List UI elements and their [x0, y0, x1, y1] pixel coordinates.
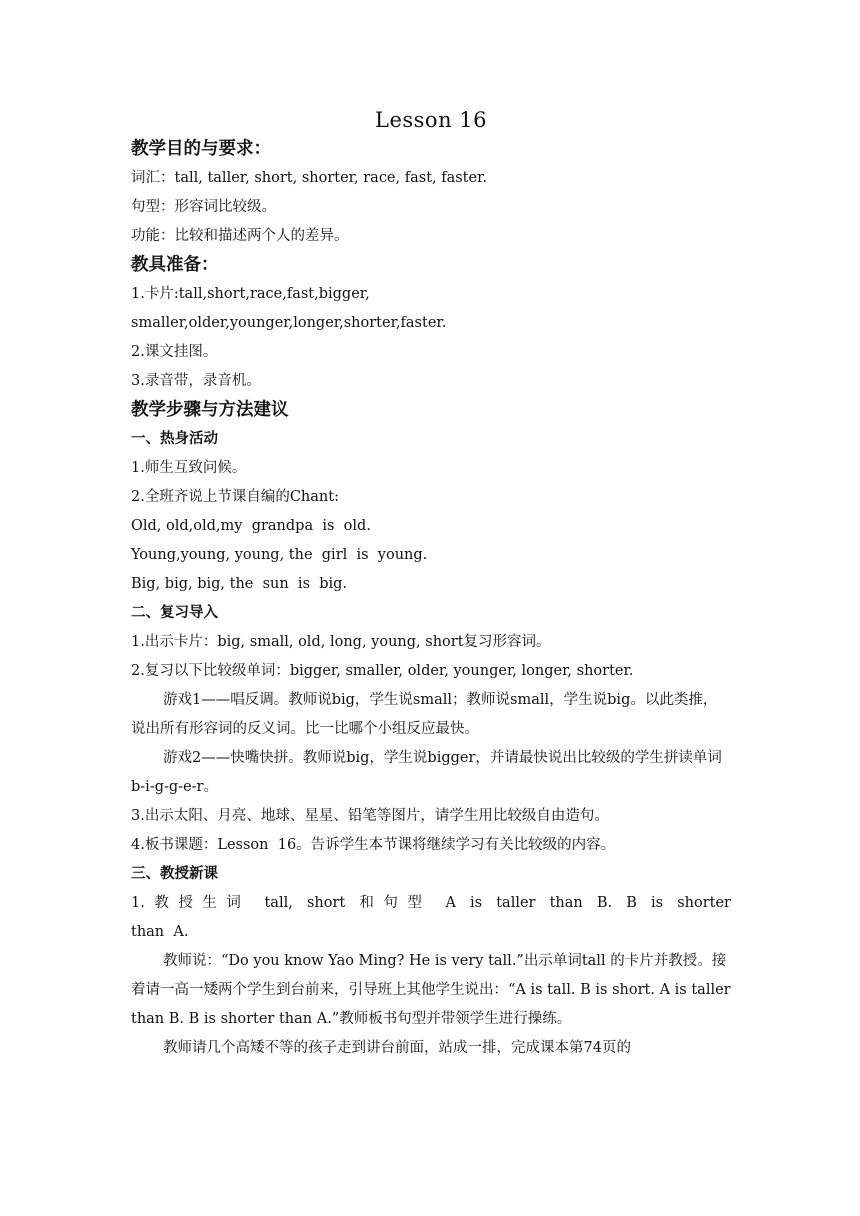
chant-line-3: Big, big, big, the sun is big.	[131, 576, 348, 592]
review-line-2: 2.复习以下比较级单词：bigger, smaller, older, younger, longer, shorter.	[131, 663, 634, 679]
steps-heading: 教学步骤与方法建议	[131, 400, 289, 420]
warmup-line-1: 1.师生互致问候。	[131, 460, 247, 476]
document-body	[131, 105, 731, 1063]
function-line: 功能：比较和描述两个人的差异。	[131, 228, 349, 244]
page-title: Lesson 16	[375, 108, 487, 132]
materials-heading: 教具准备：	[131, 255, 219, 275]
review-heading: 二、复习导入	[131, 605, 218, 621]
teacher-paragraph-2: 教师请几个高矮不等的孩子走到讲台前面，站成一排，完成课本第74页的	[163, 1040, 631, 1056]
new-lesson-line-1b: than A.	[131, 924, 189, 940]
review-line-4: 4.板书课题：Lesson 16。告诉学生本节课将继续学习有关比较级的内容。	[131, 837, 616, 853]
warmup-heading: 一、热身活动	[131, 431, 218, 447]
review-line-3: 3.出示太阳、月亮、地球、星星、铅笔等图片，请学生用比较级自由造句。	[131, 808, 609, 824]
review-line-1: 1.出示卡片：big, small, old, long, young, short复习形容词。	[131, 634, 551, 650]
new-lesson-heading: 三、教授新课	[131, 866, 218, 882]
new-lesson-line-1a: 1.教授生词 tall, short 和句型 A is taller than B. B is shorter	[131, 895, 731, 911]
materials-line-3: 2.课文挂图。	[131, 344, 218, 360]
game-1-paragraph: 游戏1——唱反调。教师说big，学生说small；教师说small，学生说big。以此类推，说出所有形容词的反义词。比一比哪个小组反应最快。	[131, 692, 718, 737]
materials-line-2: smaller,older,younger,longer,shorter,faster.	[131, 315, 447, 331]
warmup-line-2: 2.全班齐说上节课自编的Chant:	[131, 489, 339, 505]
chant-line-1: Old, old,old,my grandpa is old.	[131, 518, 371, 534]
vocab-line: 词汇：tall, taller, short, shorter, race, fast, faster.	[131, 170, 488, 186]
pattern-line: 句型：形容词比较级。	[131, 199, 276, 215]
chant-line-2: Young,young, young, the girl is young.	[131, 547, 428, 563]
game-2-paragraph: 游戏2——快嘴快拼。教师说big，学生说bigger，并请最快说出比较级的学生拼读单词 b-i-g-g-e-r。	[131, 750, 722, 795]
materials-line-1: 1.卡片:tall,short,race,fast,bigger,	[131, 286, 370, 302]
materials-line-4: 3.录音带，录音机。	[131, 373, 261, 389]
teacher-paragraph-1: 教师说：“Do you know Yao Ming? He is very tall.”出示单词tall 的卡片并教授。接着请一高一矮两个学生到台前来，引导班上其他学生说出：“A is tall. B is short. A is taller than B. B is shorter than A.”教师板书句型并带领学生进行操练。	[131, 953, 731, 1027]
objectives-heading: 教学目的与要求：	[131, 139, 271, 159]
